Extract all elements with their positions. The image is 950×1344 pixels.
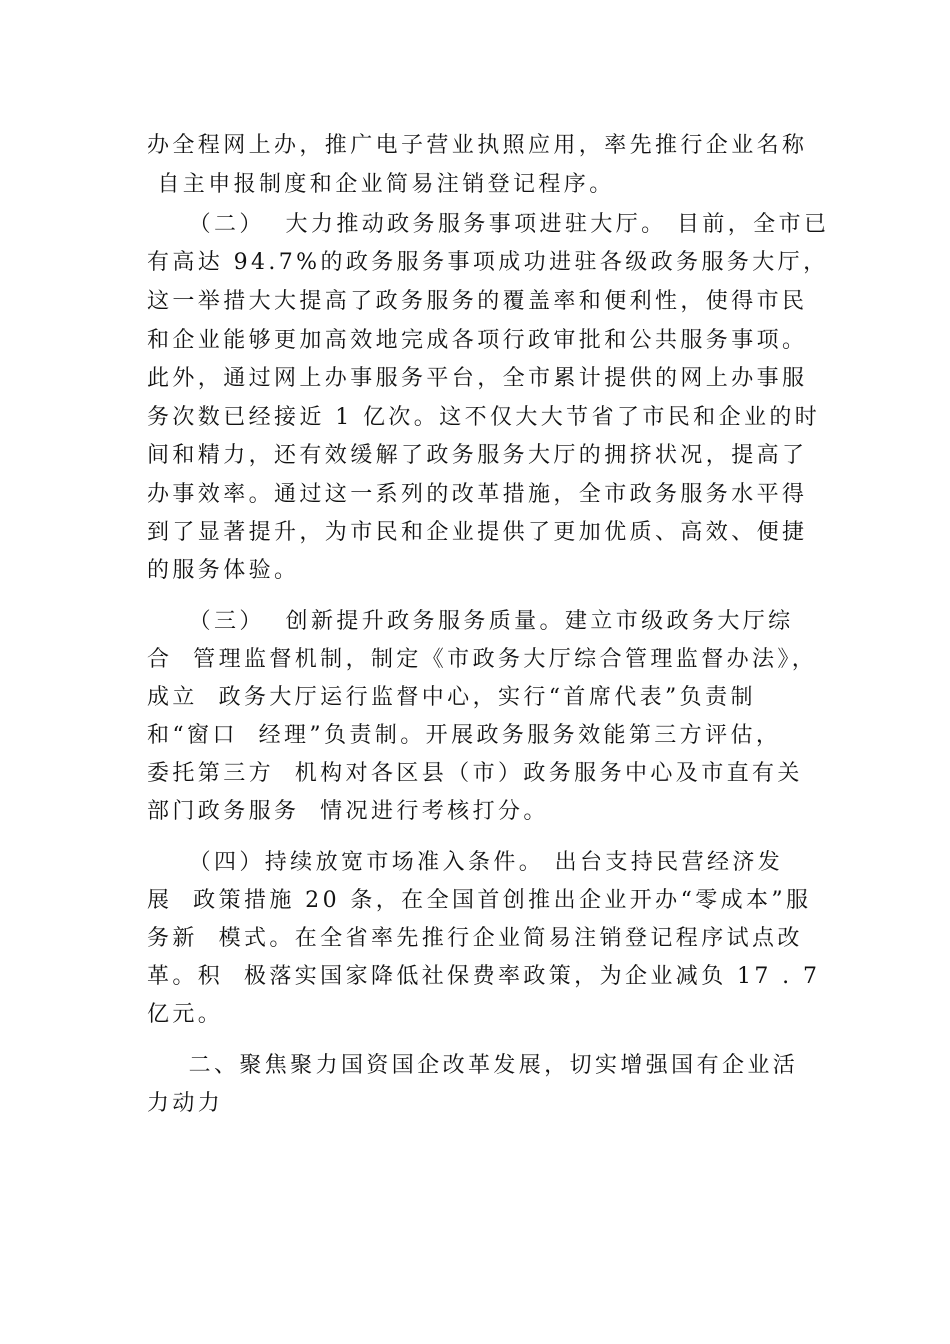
text-line: 此外，通过网上办事服务平台，全市累计提供的网上办事服 [147,366,808,391]
text-line: 的服务体验。 [147,558,300,583]
text-line: 和“窗口 经理”负责制。开展政务服务效能第三方评估， [147,723,782,748]
text-line: 务次数已经接近 1 亿次。这不仅大大节省了市民和企业的时 [147,405,821,430]
text-line: 和企业能够更加高效地完成各项行政审批和公共服务事项。 [147,328,808,353]
text-line: 部门政务服务 情况进行考核打分。 [147,799,549,824]
text-line: 力动力 [147,1091,224,1116]
text-line: 办全程网上办，推广电子营业执照应用，率先推行企业名称 [147,133,808,158]
text-line: （二） 大力推动政务服务事项进驻大厅。 目前，全市已 [147,212,830,237]
text-line: 亿元。 [147,1002,224,1027]
text-line: （三） 创新提升政务服务质量。建立市级政务大厅综 [147,609,794,634]
text-line: 革。积 极落实国家降低社保费率政策，为企业减负 17 . 7 [147,964,821,989]
text-line: 成立 政务大厅运行监督中心，实行“首席代表”负责制 [147,685,756,710]
text-line: 这一举措大大提高了政务服务的覆盖率和便利性，使得市民 [147,289,808,314]
text-line: 委托第三方 机构对各区县（市）政务服务中心及市直有关 [147,761,803,786]
text-line: 二、聚焦聚力国资国企改革发展，切实增强国有企业活 [147,1053,799,1078]
text-line: 有高达 94.7%的政务服务事项成功进驻各级政务服务大厅， [147,250,829,275]
text-line: 到了显著提升，为市民和企业提供了更加优质、高效、便捷 [147,520,808,545]
text-line: 合 管理监督机制，制定《市政务大厅综合管理监督办法》， [147,647,818,672]
text-line: 务新 模式。在全省率先推行企业简易注销登记程序试点改 [147,926,803,951]
text-line: 展 政策措施 20 条，在全国首创推出企业开办“零成本”服 [147,888,812,913]
text-line: 间和精力，还有效缓解了政务服务大厅的拥挤状况，提高了 [147,443,808,468]
text-line: 自主申报制度和企业简易注销登记程序。 [147,172,615,197]
text-line: 办事效率。通过这一系列的改革措施，全市政务服务水平得 [147,482,808,507]
text-line: （四）持续放宽市场准入条件。 出台支持民营经济发 [147,850,784,875]
